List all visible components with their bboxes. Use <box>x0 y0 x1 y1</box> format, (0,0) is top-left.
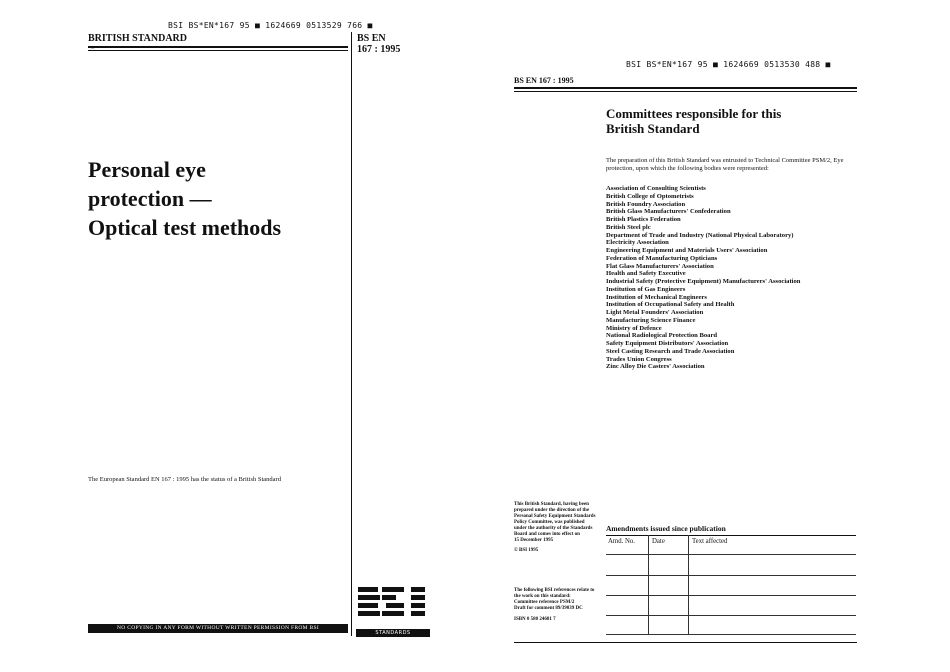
member-body-item: Federation of Manufacturing Opticians <box>606 254 718 262</box>
header-rule-thick <box>88 46 348 48</box>
copyright-banner: NO COPYING IN ANY FORM WITHOUT WRITTEN PERMISSION FROM BSI <box>88 624 348 633</box>
amendments-header-text: Text affected <box>692 538 728 545</box>
amendments-row-line <box>606 554 856 555</box>
amendments-row-line <box>606 575 856 576</box>
amendments-col-line-2 <box>688 535 689 635</box>
title-line-3: Optical test methods <box>88 215 282 240</box>
member-body-item: Engineering Equipment and Materials Users' Association <box>606 247 768 254</box>
bsi-logo <box>356 585 430 636</box>
member-body-item: Institution of Mechanical Engineers <box>606 293 707 301</box>
amendments-row-line <box>606 595 856 596</box>
committees-title-line-1: Committees responsible for this <box>606 106 782 121</box>
committees-intro: The preparation of this British Standard was entrusted to Technical Committee PSM/2, Eye protection, upon which the following bodies were represented: <box>606 157 844 172</box>
member-body-item: Light Metal Founders' Association <box>606 309 704 316</box>
amendments-top-rule <box>606 535 856 536</box>
committees-title <box>606 106 781 136</box>
amendments-title: Amendments issued since publication <box>606 524 726 533</box>
member-body-item: Ministry of Defence <box>606 324 662 332</box>
header-bs-en: BS EN <box>357 33 386 44</box>
copyright-note: © BSI 1995 <box>514 548 539 553</box>
amendments-row-line <box>606 634 856 635</box>
member-body-item: British College of Optometrists <box>606 192 694 200</box>
barcode-header-left: BSI BS*EN*167 95 ■ 1624669 0513529 766 ■ <box>168 21 373 30</box>
member-body-item: British Plastics Federation <box>606 216 681 223</box>
draft-reference: Draft for comment 89/39039 DC <box>514 606 583 611</box>
member-body-item: Steel Casting Research and Trade Association <box>606 347 735 355</box>
member-body-item: Industrial Safety (Protective Equipment) Manufacturers' Association <box>606 278 801 285</box>
header-standard-ref: BS EN 167 : 1995 <box>514 76 574 85</box>
vertical-divider <box>351 32 352 636</box>
bsi-logo-graphic <box>356 585 430 623</box>
header-standard-number <box>357 33 400 55</box>
header-number-year: 167 : 1995 <box>357 44 401 55</box>
right-header-rule-thick <box>514 87 857 89</box>
publication-date: 15 December 1995 <box>514 538 554 543</box>
bsi-logo-caption: STANDARDS <box>356 629 430 637</box>
amendments-row-line <box>606 615 856 616</box>
right-header-rule-thin <box>514 91 857 92</box>
member-body-item: Trades Union Congress <box>606 355 672 363</box>
member-body-item: Health and Safety Executive <box>606 270 686 278</box>
member-body-item: Department of Trade and Industry (National Physical Laboratory) <box>606 231 794 239</box>
right-bottom-rule <box>514 642 857 643</box>
member-body-item: National Radiological Protection Board <box>606 332 718 340</box>
document-title <box>88 155 281 242</box>
member-body-item: British Foundry Association <box>606 200 686 208</box>
title-line-1: Personal eye <box>88 157 206 182</box>
member-body-item: British Glass Manufacturers' Confederation <box>606 208 731 216</box>
member-bodies-list <box>606 185 800 371</box>
status-note: The European Standard EN 167 : 1995 has the status of a British Standard <box>88 476 281 483</box>
publication-block <box>514 502 596 554</box>
amendments-col-line-1 <box>648 535 649 635</box>
amendments-header-date: Date <box>652 538 665 545</box>
header-mark: ⌒ <box>90 50 96 55</box>
isbn: ISBN 0 580 24681 7 <box>514 617 556 622</box>
member-body-item: Electricity Association <box>606 239 669 247</box>
member-body-item: Flat Glass Manufacturers' Association <box>606 262 714 270</box>
member-body-item: Association of Consulting Scientists <box>606 185 706 192</box>
member-body-item: Zinc Alloy Die Casters' Association <box>606 363 705 371</box>
committee-reference: Committee reference PSM/2 <box>514 600 575 605</box>
member-body-item: Safety Equipment Distributors' Association <box>606 340 729 347</box>
header-british-standard: BRITISH STANDARD <box>88 33 188 44</box>
title-line-2: protection — <box>88 186 212 211</box>
references-block <box>514 588 596 623</box>
member-body-item: British Steel plc <box>606 223 651 231</box>
member-body-item: Manufacturing Science Finance <box>606 316 696 324</box>
header-rule-thin <box>88 50 348 51</box>
references-note: The following BSI references relate to the work on this standard: <box>514 588 595 599</box>
amendments-header-amd: Amd. No. <box>608 538 635 545</box>
member-body-item: Institution of Gas Engineers <box>606 285 686 293</box>
barcode-header-right: BSI BS*EN*167 95 ■ 1624669 0513530 488 ■ <box>626 60 831 69</box>
committees-title-line-2: British Standard <box>606 121 700 136</box>
member-body-item: Institution of Occupational Safety and Health <box>606 301 735 309</box>
publication-note: This British Standard, having been prepared under the direction of the Personal Safety Equipment Standards Policy Committee, was published under the authority of the Standards Board and comes into effect on <box>514 502 596 537</box>
